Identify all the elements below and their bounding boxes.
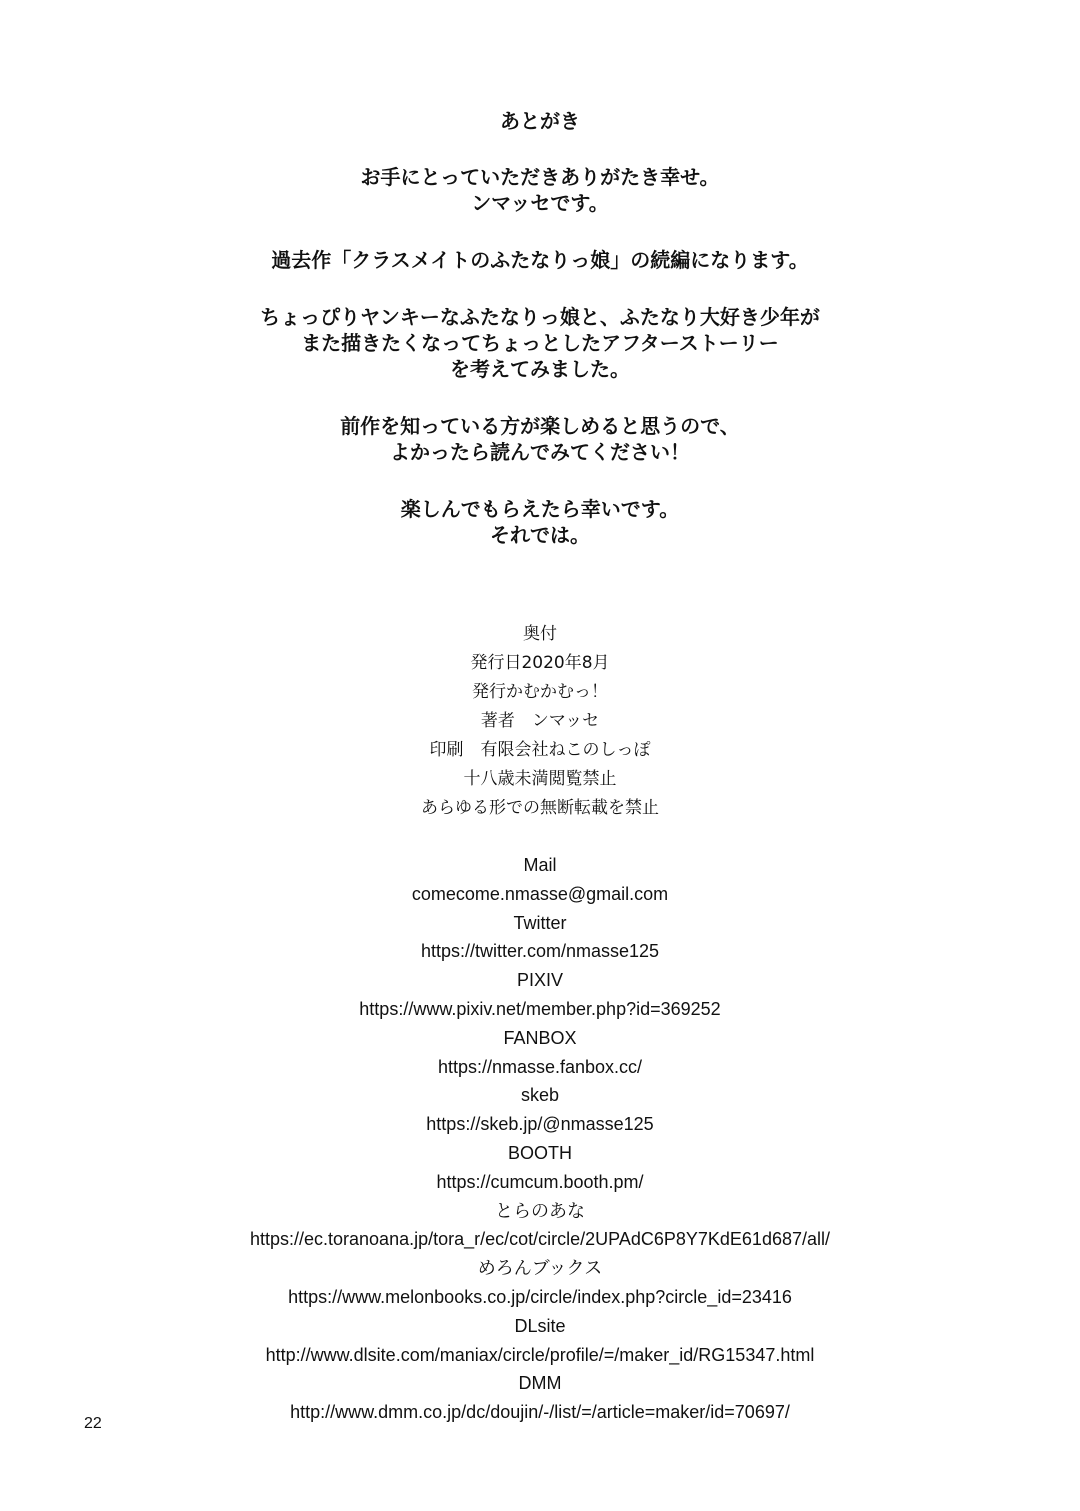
mail-address: comecome.nmasse@gmail.com bbox=[411, 883, 669, 904]
afterword-line: また描きたくなってちょっとしたアフターストーリー bbox=[301, 331, 779, 355]
contact-links-section bbox=[0, 851, 1080, 1427]
afterword-line: ンマッセです。 bbox=[471, 191, 609, 215]
skeb-label: skeb bbox=[520, 1085, 560, 1106]
afterword-line: ちょっぴりヤンキーなふたなりっ娘と、ふたなり大好き少年が bbox=[260, 305, 820, 329]
booth-url: https://cumcum.booth.pm/ bbox=[436, 1171, 644, 1192]
afterword-paragraph bbox=[0, 413, 1080, 465]
afterword-line: それでは。 bbox=[490, 523, 590, 547]
afterword-line: を考えてみました。 bbox=[450, 357, 630, 381]
colophon-publisher: 発行かむかむっ！ bbox=[472, 682, 608, 702]
toranoana-url: https://ec.toranoana.jp/tora_r/ec/cot/circle/2UPAdC6P8Y7KdE61d687/all/ bbox=[249, 1229, 830, 1250]
pixiv-label: PIXIV bbox=[516, 970, 564, 991]
twitter-label: Twitter bbox=[513, 912, 567, 933]
toranoana-label: とらのあな bbox=[495, 1200, 585, 1221]
skeb-url: https://skeb.jp/@nmasse125 bbox=[426, 1114, 654, 1135]
colophon-section bbox=[0, 620, 1080, 823]
afterword-line: 楽しんでもらえたら幸いです。 bbox=[400, 497, 680, 521]
colophon-publish-date: 発行日2020年8月 bbox=[470, 653, 610, 673]
melonbooks-url: https://www.melonbooks.co.jp/circle/index.php?circle_id=23416 bbox=[288, 1286, 792, 1307]
dlsite-label: DLsite bbox=[514, 1315, 566, 1336]
afterword-paragraph bbox=[0, 247, 1080, 273]
afterword-line: お手にとっていただきありがたき幸せ。 bbox=[360, 165, 720, 189]
afterword-section bbox=[0, 108, 1080, 579]
booth-label: BOOTH bbox=[507, 1142, 572, 1163]
fanbox-url: https://nmasse.fanbox.cc/ bbox=[437, 1056, 643, 1077]
afterword-paragraph bbox=[0, 496, 1080, 548]
fanbox-label: FANBOX bbox=[503, 1027, 577, 1048]
afterword-line: 過去作「クラスメイトのふたなりっ娘」の続編になります。 bbox=[271, 248, 809, 272]
pixiv-url: https://www.pixiv.net/member.php?id=369252 bbox=[359, 998, 721, 1019]
colophon-copyright-notice: あらゆる形での無断転載を禁止 bbox=[421, 798, 659, 818]
afterword-paragraph bbox=[0, 304, 1080, 382]
colophon-title: 奥付 bbox=[523, 624, 557, 644]
afterword-line: 前作を知っている方が楽しめると思うので、 bbox=[340, 414, 740, 438]
dmm-url: http://www.dmm.co.jp/dc/doujin/-/list/=/article=maker/id=70697/ bbox=[290, 1402, 790, 1423]
page-number: 22 bbox=[84, 1415, 102, 1432]
twitter-url: https://twitter.com/nmasse125 bbox=[420, 941, 660, 962]
colophon-age-restriction: 十八歳未満閲覧禁止 bbox=[463, 769, 617, 789]
melonbooks-label: めろんブックス bbox=[477, 1258, 603, 1279]
colophon-author: 著者 ンマッセ bbox=[480, 711, 600, 731]
colophon-printer: 印刷 有限会社ねこのしっぽ bbox=[429, 740, 651, 760]
afterword-heading: あとがき bbox=[500, 109, 580, 133]
afterword-line: よかったら読んでみてください！ bbox=[390, 440, 690, 464]
dmm-label: DMM bbox=[518, 1373, 562, 1394]
dlsite-url: http://www.dlsite.com/maniax/circle/profile/=/maker_id/RG15347.html bbox=[265, 1344, 815, 1365]
mail-label: Mail bbox=[523, 855, 557, 875]
afterword-paragraph bbox=[0, 164, 1080, 216]
